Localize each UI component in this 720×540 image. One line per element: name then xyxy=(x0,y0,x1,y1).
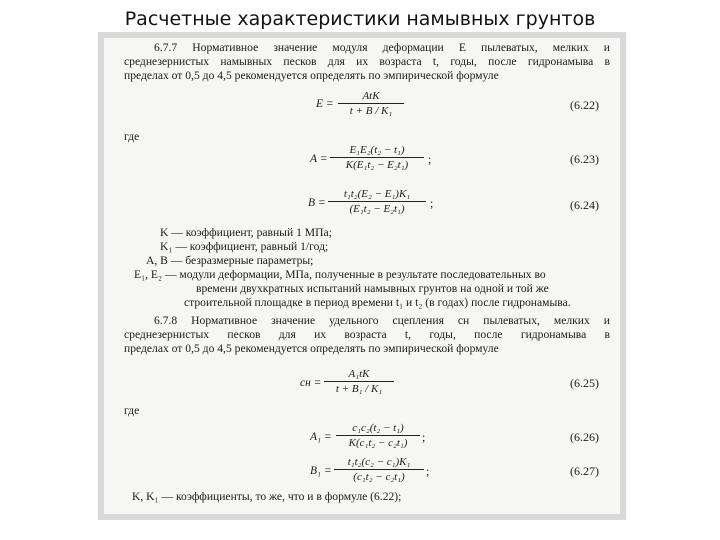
eq-623-fraction xyxy=(330,144,424,171)
eq-624-fraction xyxy=(328,188,426,215)
eq-622-denominator: t + B / K₁ xyxy=(349,105,393,117)
eq-626-fraction xyxy=(336,422,420,449)
eq-624-lhs: B = xyxy=(308,197,326,209)
eq-622-numerator: AtK xyxy=(338,90,404,104)
eq-622-number: (6.22) xyxy=(570,98,599,112)
eq-622-fraction xyxy=(338,90,404,117)
eq-627-semicolon: ; xyxy=(426,464,430,478)
eq-625-fraction xyxy=(324,368,394,395)
legend-e1-e2-cont-2: строительной площадке в период времени t₁ и t₂ (в годах) после гидронамыва. xyxy=(184,296,571,309)
eq-623-denominator: K(E₁t₂ − E₂t₁) xyxy=(345,159,409,171)
eq-622-lhs: E = xyxy=(316,98,334,110)
eq-625-denominator: t + B₁ / K₁ xyxy=(335,383,383,395)
eq-624-semicolon: ; xyxy=(430,196,434,210)
eq-624-number: (6.24) xyxy=(570,198,599,212)
legend-e1-e2: E₁, E₂ — модули деформации, МПа, полученные в результате последовательных во xyxy=(134,268,546,281)
legend-k1: K₁ — коэффициент, равный 1/год; xyxy=(160,240,329,253)
legend-e1-e2-cont-1: времени двухкратных испытаний намывных грунтов на одной и той же xyxy=(196,282,549,295)
eq-623-number: (6.23) xyxy=(570,152,599,166)
eq-627-fraction xyxy=(334,456,424,483)
eq-627-numerator: t₁t₂(c₂ − c₁)K₁ xyxy=(334,456,424,470)
section-677-line-3: пределах от 0,5 до 4,5 рекомендуется определять по эмпирической формуле xyxy=(124,69,499,82)
eq-626-numerator: c₁c₂(t₂ − t₁) xyxy=(336,422,420,436)
section-677-line-1: 6.7.7 Нормативное значение модуля деформации E пылеватых, мелких и xyxy=(154,41,610,54)
eq-624-denominator: (E₁t₂ − E₂t₁) xyxy=(349,203,405,215)
scanned-page xyxy=(104,38,620,514)
section-677-line-2: среднезернистых намывных песков для их возраста t, годы, после гидронамыва в xyxy=(124,55,610,68)
section-678-line-1: 6.7.8 Нормативное значение удельного сцепления cн пылеватых, мелких и xyxy=(154,314,610,327)
eq-625-numerator: A₁tK xyxy=(324,368,394,382)
legend-k: K — коэффициент, равный 1 МПа; xyxy=(160,226,332,239)
legend-a-b: A, B — безразмерные параметры; xyxy=(146,254,314,267)
eq-626-number: (6.26) xyxy=(570,430,599,444)
eq-627-number: (6.27) xyxy=(570,464,599,478)
eq-625-lhs: cн = xyxy=(300,377,322,389)
eq-626-lhs: A₁ = xyxy=(310,431,332,443)
eq-626-semicolon: ; xyxy=(422,430,426,444)
eq-623-numerator: E₁E₂(t₂ − t₁) xyxy=(330,144,424,158)
section-678-line-2: среднезернистых песков для их возраста t, годы, после гидронамыва в xyxy=(124,328,610,341)
eq-623-semicolon: ; xyxy=(428,152,432,166)
section-678-line-3: пределах от 0,5 до 4,5 рекомендуется определять по эмпирической формуле xyxy=(124,342,499,355)
where-label-2: где xyxy=(124,404,140,417)
legend-k-k1-same: K, K₁ — коэффициенты, то же, что и в формуле (6.22); xyxy=(132,490,402,503)
eq-625-number: (6.25) xyxy=(570,376,599,390)
eq-627-denominator: (c₁t₂ − c₂t₁) xyxy=(353,471,405,483)
eq-627-lhs: B₁ = xyxy=(310,465,332,477)
eq-624-numerator: t₁t₂(E₂ − E₁)K₁ xyxy=(328,188,426,202)
eq-623-lhs: A = xyxy=(310,153,328,165)
slide-title: Расчетные характеристики намывных грунтов xyxy=(124,8,596,30)
eq-626-denominator: K(c₁t₂ − c₂t₁) xyxy=(348,437,408,449)
where-label-1: где xyxy=(124,130,140,143)
